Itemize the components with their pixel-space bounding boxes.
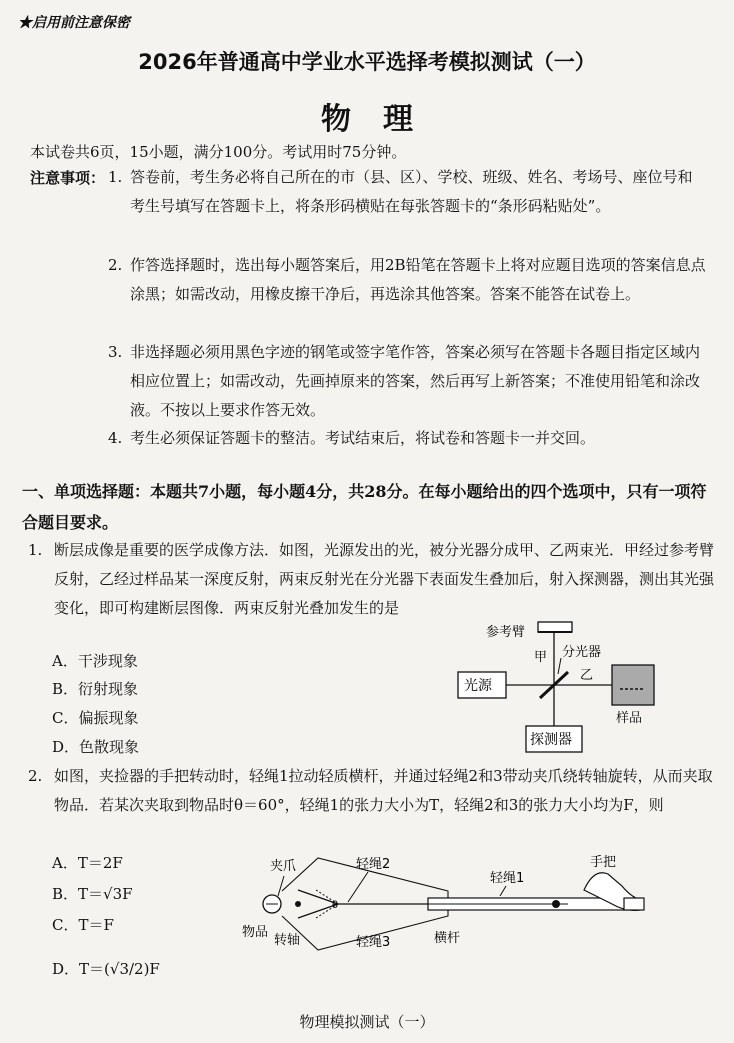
- object-label: 物品: [242, 925, 269, 940]
- pivot-label: 转轴: [274, 933, 301, 948]
- subject-title: 物理: [321, 102, 445, 137]
- notice-item: [108, 251, 706, 309]
- grabber-diagram: [238, 846, 658, 956]
- oct-diagram: [440, 616, 680, 756]
- detector-label: 探测器: [530, 732, 572, 748]
- notice-item: [108, 338, 706, 425]
- notice-item-text: 非选择题必须用黑色字迹的钢笔或签字笔作答，答案必须写在答题卡各题目指定区域内相应位置上；如需改动，先画掉原来的答案，然后再写上新答案；不准使用铅笔和涂改液。不按以上要求作答无效。: [130, 343, 701, 419]
- theta-label: θ: [332, 900, 339, 911]
- beam-b-label: 乙: [580, 668, 594, 683]
- question-2: [28, 762, 714, 820]
- notice-item: [108, 424, 706, 453]
- option-a: A．干涉现象: [52, 652, 138, 670]
- option-d: D．T＝(√3/2)F: [52, 960, 160, 978]
- splitter-label: 分光器: [562, 645, 602, 660]
- option-d: D．色散现象: [52, 738, 140, 756]
- rope1-label: 轻绳1: [490, 871, 525, 886]
- beam-a-label: 甲: [534, 650, 548, 665]
- option-b: B．衍射现象: [52, 680, 139, 698]
- question-1: [28, 536, 714, 623]
- question-text: 断层成像是重要的医学成像方法．如图，光源发出的光，被分光器分成甲、乙两束光．甲经过参考臂反射，乙经过样品某一深度反射，两束反射光在分光器下表面发生叠加后，射入探测器，测出其光强变化，即可构建断层图像．两束反射光叠加发生的是: [54, 541, 715, 617]
- option-c: C．T＝F: [52, 916, 114, 934]
- notice-item-text: 作答选择题时，选出每小题答案后，用2B铅笔在答题卡上将对应题目选项的答案信息点涂黑；如需改动，用橡皮擦干净后，再选涂其他答案。答案不能答在试卷上。: [130, 256, 706, 303]
- notice-item-number: 2.: [108, 256, 123, 274]
- question-number: 2.: [28, 767, 43, 785]
- claw-label: 夹爪: [270, 859, 297, 874]
- exam-info: 本试卷共6页，15小题，满分100分。考试用时75分钟。: [30, 143, 407, 161]
- option-c: C．偏振现象: [52, 709, 139, 727]
- notice-item-number: 1.: [108, 168, 123, 186]
- confidential-label: ★启用前注意保密: [18, 15, 130, 31]
- crossbar-label: 横杆: [434, 931, 461, 946]
- rope3-label: 轻绳3: [356, 935, 391, 950]
- notice-item-number: 3.: [108, 343, 123, 361]
- light-source-label: 光源: [464, 678, 492, 694]
- notice-item-number: 4.: [108, 429, 123, 447]
- rope2-label: 轻绳2: [356, 857, 391, 872]
- notice-item-text: 考生必须保证答题卡的整洁。考试结束后，将试卷和答题卡一并交回。: [130, 429, 596, 447]
- option-a: A．T＝2F: [52, 854, 123, 872]
- notice-item-text: 答卷前，考生务必将自己所在的市（县、区）、学校、班级、姓名、考场号、座位号和考生号填写在答题卡上，将条形码横贴在每张答题卡的“条形码粘贴处”。: [130, 168, 693, 215]
- reference-mirror: [538, 622, 572, 632]
- notice-item: [108, 163, 706, 221]
- reference-arm-label: 参考臂: [486, 625, 526, 640]
- notice-label: 注意事项：: [30, 169, 106, 187]
- question-text: 如图，夹捡器的手把转动时，轻绳1拉动轻质横杆，并通过轻绳2和3带动夹爪绕转轴旋转，从而夹取物品．若某次夹取到物品时θ＝60°，轻绳1的张力大小为T，轻绳2和3的张力大小均为F，则: [54, 767, 713, 814]
- exam-title: 2026年普通高中学业水平选择考模拟测试（一）: [138, 50, 596, 74]
- section-heading: 一、单项选择题：本题共7小题，每小题4分，共28分。在每小题给出的四个选项中，只有一项符合题目要求。: [22, 482, 707, 532]
- handle-label: 手把: [590, 855, 617, 870]
- option-b: B．T＝√3F: [52, 885, 133, 903]
- pivot-dot: [295, 901, 301, 907]
- question-number: 1.: [28, 541, 43, 559]
- sample-label: 样品: [616, 711, 643, 726]
- page-footer: 物理模拟测试（一）: [299, 1013, 435, 1031]
- sample-block: [612, 665, 654, 705]
